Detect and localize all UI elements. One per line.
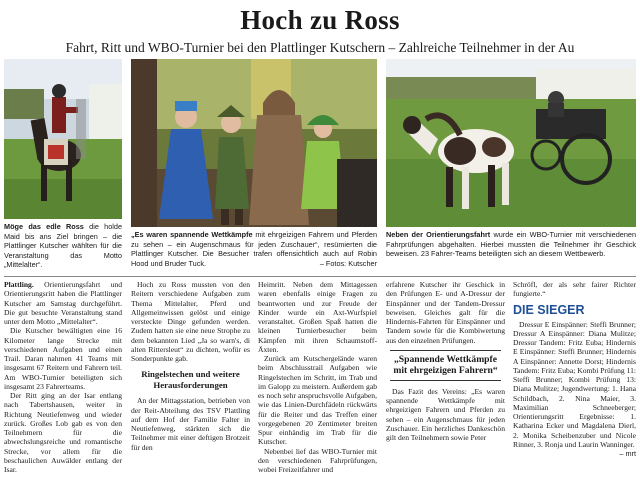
photo-pony-carriage — [386, 59, 636, 227]
pull-quote: „Spannende Wettkämpfe mit ehrgeizigen Fahrern“ — [390, 350, 501, 381]
author-signoff: – mrt — [619, 449, 636, 458]
caption-center: „Es waren spannende Wettkämpfe mit ehrgeizigen Fahrern und Pferden zu sehen – ein Augenschmaus für jeden Zuschauer“, resümierten die Plattlinger Kutscher. Die Besucher trafen offensichtlich auch auf Robin Hood und Bruder Tuck. – Fotos: Kutscher — [131, 230, 377, 268]
headline: Hoch zu Ross — [240, 5, 400, 35]
caption-left: Möge das edle Ross die holde Maid bis ans Ziel bringen – die Plattlinger Kutscher wählten für die Veranstaltung das Motto „Mittelalter“. — [4, 222, 122, 270]
column-5: Schröfl, der als sehr fairer Richter fungierte.“ DIE SIEGER Dressur E Einspänner: Steffi Brunner; Dressur A Einspänner: Diana Mulitze; Dressur Tandem: Fritz Euba; Hindernis E Einspänner: Steffi Brunner; Hindernis A Einspänner: Annette Dorst; Hindernis Tandem: Fritz Euba; Kombi Prüfung 11: Steffi Brunner; Kombi Prüfung 13: Diana Mulitze; Jugendwertung: 1. Hana Schildbach, 2. Nina Maier, 3. Maximilian Schneeberger; Orientierungsritt Ergebnisse: 1. Katharina Ecker und Magdalena Dierl, 2. Monika Scheibenzuber und Nicole Rinner, 3. Ronja und Laurin Wanninger. – mrt — [513, 280, 636, 458]
winners-list: Dressur E Einspänner: Steffi Brunner; Dressur A Einspänner: Diana Mulitze; Dressur Tandem: Fritz Euba; Hindernis E Einspänner: Steffi Brunner; Hindernis A Einspänner: Annette Dorst; Hindernis Tandem: Fritz Euba; Kombi Prüfung 11: Steffi Brunner; Kombi Prüfung 13: Diana Mulitze; Jugendwertung: 1. Hana Schildbach, 2. Nina Maier, 3. Maximilian Schneeberger; Orientierungsritt Ergebnisse: 1. Katharina Ecker und Magdalena Dierl, 2. Monika Scheibenzuber und Nicole Rinner, 3. Ronja und Laurin Wanninger. — [513, 319, 636, 449]
photo-credit: – Fotos: Kutscher — [319, 258, 377, 268]
subheading-ringelstechen: Ringelstechen und weitere Herausforderungen — [141, 369, 240, 391]
column-1: Plattling. Orientierungsfahrt und Orientierungsritt haben die Plattlinger Kutscher am Samstag durchgeführt. Die gut besuchte Veranstaltung stand unter dem Motto „Mittelalter“. Die Kutscher bewältigten eine 16 Kilometer lange Strecke mit verschiedenen Aufgaben und einen Trail. Daran nahmen 41 Teams mit insgesamt 67 Reitern und Fahrern teil. Am WBO-Turnier beteiligten sich insgesamt 23 Fahrerteams. Der Ritt ging an der Isar entlang nach Tabertshausen, weiter in Richtung Neutiefenweg und wieder zurück. Großes Lob gab es von den Teilnehmern für die abwechslungsreiche und romantische Strecke, vor allem für die beschaulichen Auwälder entlang der Isar. — [4, 280, 122, 474]
winners-heading: DIE SIEGER — [513, 302, 585, 317]
photo-rider-maid — [4, 59, 122, 219]
column-2: Hoch zu Ross mussten von den Reitern verschiedene Aufgaben zum Thema Mittelalter, Pferd und Allgemeinwissen gelöst und einige versteckte Dinge gefunden werden. Zudem hatten sie eine neue Strophe zu dem bekannten Lied „Ja so warn's, di alten Rittersleut“ zu dichten, wofür es Sonderpunkte gab. Ringelstechen und weitere Herausforderungen An der Mittagsstation, betrieben von der Reit-Abteilung des TSV Plattling auf dem Hof der Familie Falter in Neutiefenweg, stärkten sich die Teilnehmer mit einer deftigen Brotzeit für den — [131, 280, 250, 452]
subheadline: Fahrt, Ritt und WBO-Turnier bei den Plattlinger Kutschern – Zahlreiche Teilnehmer in der Au — [65, 40, 575, 55]
column-4: erfahrene Kutscher ihr Geschick in den Prüfungen E- und A-Dressur der Einspänner und der Tandem-Dressur beweisen. Gleiches galt für die Hindernis-Fahrten für Einspänner und Tandem sowie für die Kombiwertung aus den einzelnen Prüfungen. „Spannende Wettkämpfe mit ehrgeizigen Fahrern“ Das Fazit des Vereins: „Es waren spannende Wettkämpfe mit ehrgeizigen Fahrern und Pferden zu sehen – ein Augenschmaus für jeden Zuschauer. Ein herzliches Dankeschön gilt den Teilnehmern sowie Peter — [386, 280, 505, 442]
photo-costumed-group — [131, 59, 377, 227]
column-3: Heimritt. Neben dem Mittagessen waren ebenfalls einige Fragen zu beantworten und zur Freude der Kinder wurde ein Axt-Wurfspiel veranstaltet. Großen Spaß hatten die kleinen Turnierbesucher beim Kämpfen mit ihren Schaumstoff-Äxten. Zurück am Kutschergelände waren beim Abschlusstrail Aufgaben wie Ringelstechen im Schritt, im Trab und im Galopp zu meistern. Außerdem gab es noch sehr anspruchsvolle Aufgaben, wie das Linien-Durchfädeln rückwärts für die Reiter und das Treffen einer vorgegebenen 20 Zentimeter breiten Spur einhändig im Trab für die Kutscher. Nebenbei lief das WBO-Turnier mit den verschiedenen Fahrprüfungen, wobei Freizeitfahrer und — [258, 280, 377, 474]
caption-divider — [4, 276, 636, 277]
caption-right: Neben der Orientierungsfahrt wurde ein WBO-Turnier mit verschiedenen Fahrprüfungen abgehalten. Hierbei mussten die Teilnehmer ihr Geschick beweisen. 23 Fahrer-Teams beteiligten sich an diesem Wettbewerb. — [386, 230, 636, 259]
